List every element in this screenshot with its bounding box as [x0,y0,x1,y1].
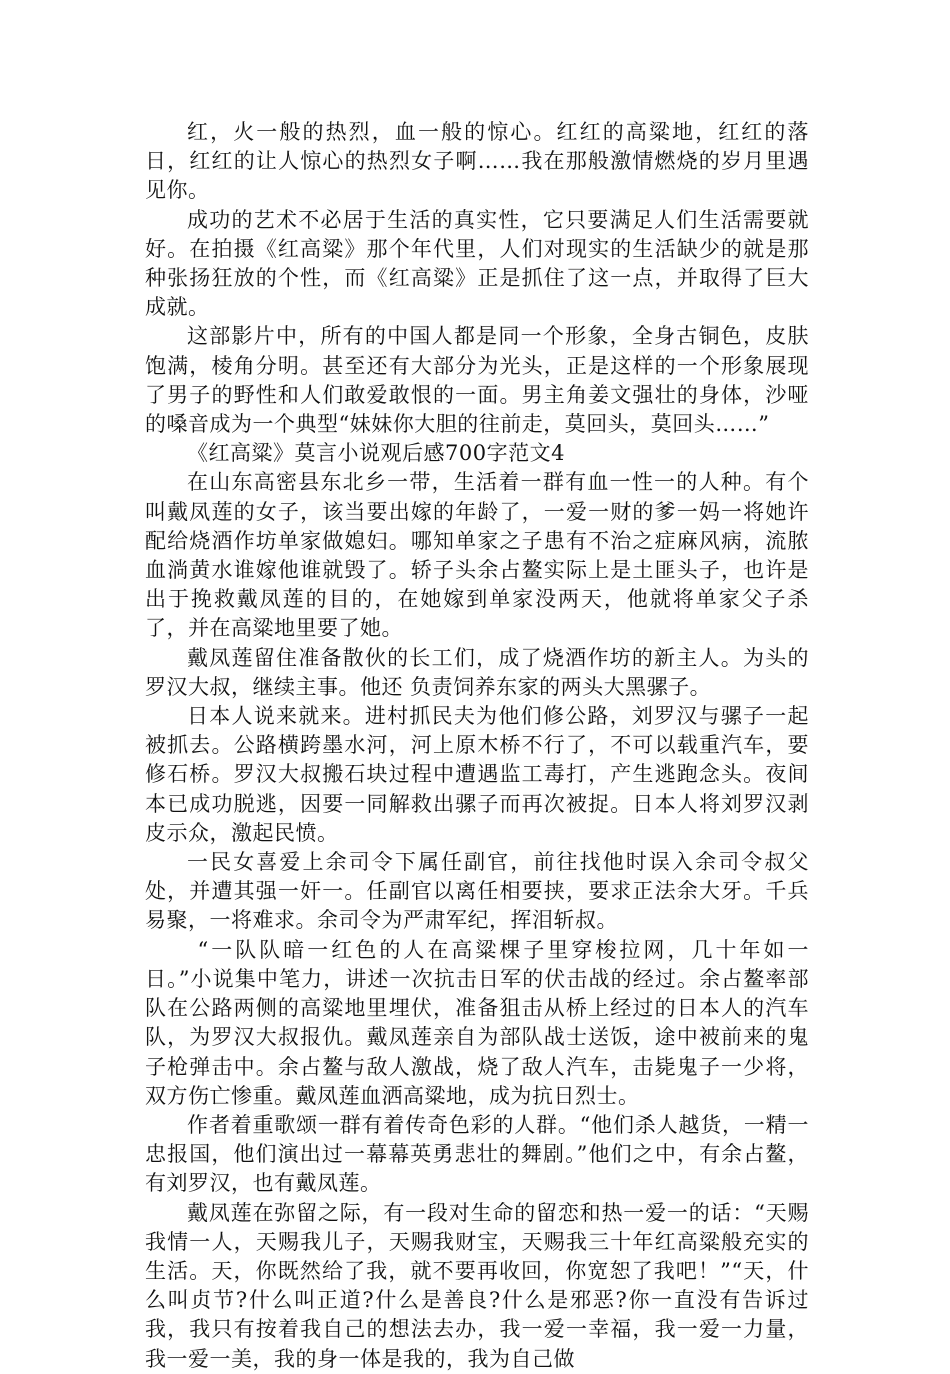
document-body [145,118,809,1374]
paragraph-praise: 作者着重歌颂一群有着传奇色彩的人群。“他们杀人越货，一精一忠报国，他们演出过一幕幕英勇悲壮的舞剧。”他们之中，有余占鳌，有刘罗汉，也有戴凤莲。 [145,1112,809,1196]
section-heading: 《红高粱》莫言小说观后感700字范文4 [187,441,565,466]
paragraph-japanese-arrive: 日本人说来就来。进村抓民夫为他们修公路，刘罗汉与骡子一起被抓去。公路横跨墨水河，河上原木桥不行了，不可以载重汽车，要修石桥。罗汉大叔搬石块过程中遭遇监工毒打，产生逃跑念头。夜间本已成功脱逃，因要一同解救出骡子而再次被捉。日本人将刘罗汉剥皮示众，激起民愤。 [145,704,809,845]
paragraph-ambush: “一队队暗一红色的人在高粱棵子里穿梭拉网，几十年如一日。”小说集中笔力，讲述一次抗击日军的伏击战的经过。余占鳌率部队在公路两侧的高粱地里埋伏，准备狙击从桥上经过的日本人的汽车队，为罗汉大叔报仇。戴凤莲亲自为部队战士送饭，途中被前来的鬼子枪弹击中。余占鳌与敌人激战，烧了敌人汽车，击毙鬼子一少将，双方伤亡惨重。戴凤莲血洒高粱地，成为抗日烈士。 [145,937,809,1108]
paragraph-discipline: 一民女喜爱上余司令下属任副官，前往找他时误入余司令叔父处，并遭其强一奸一。任副官以离任相要挟，要求正法余大牙。千兵易聚，一将难求。余司令为严肃军纪，挥泪斩叔。 [145,850,809,933]
paragraph-new-owner: 戴凤莲留住准备散伙的长工们，成了烧酒作坊的新主人。为头的罗汉大叔，继续主事。他还 负责饲养东家的两头大黑骡子。 [145,645,809,699]
paragraph-intro: 红，火一般的热烈，血一般的惊心。红红的高粱地，红红的落日，红红的让人惊心的热烈女子啊……我在那般激情燃烧的岁月里遇见你。 [145,120,809,203]
paragraph-last-words: 戴凤莲在弥留之际，有一段对生命的留恋和热一爱一的话：“天赐我情一人，天赐我儿子，天赐我财宝，天赐我三十年红高粱般充实的生活。天，你既然给了我，就不要再收回，你宽恕了我吧！”“天，什么叫贞节?什么叫正道?什么是善良?什么是邪恶?你一直没有告诉过我，我只有按着我自己的想法去办，我一爱一幸福，我一爱一力量，我一爱一美，我的身一体是我的，我为自己做 [145,1200,809,1371]
paragraph-film-image: 这部影片中，所有的中国人都是同一个形象，全身古铜色，皮肤饱满，棱角分明。甚至还有大部分为光头，正是这样的一个形象展现了男子的野性和人们敢爱敢恨的一面。男主角姜文强壮的身体，沙哑的嗓音成为一个典型“妹妹你大胆的往前走，莫回头，莫回头……” [145,324,809,437]
paragraph-art-reality: 成功的艺术不必居于生活的真实性，它只要满足人们生活需要就好。在拍摄《红高粱》那个年代里，人们对现实的生活缺少的就是那种张扬狂放的个性，而《红高粱》正是抓住了这一点，并取得了巨大成就。 [145,207,809,320]
paragraph-story-setup: 在山东高密县东北乡一带，生活着一群有血一性一的人种。有个叫戴凤莲的女子，该当要出嫁的年龄了，一爱一财的爹一妈一将她许配给烧酒作坊单家做媳妇。哪知单家之子患有不治之症麻风病，流脓血淌黄水谁嫁他谁就毁了。轿子头余占鳌实际上是土匪头子，也许是出于挽救戴凤莲的目的，在她嫁到单家没两天，他就将单家父子杀了，并在高粱地里要了她。 [145,470,809,641]
